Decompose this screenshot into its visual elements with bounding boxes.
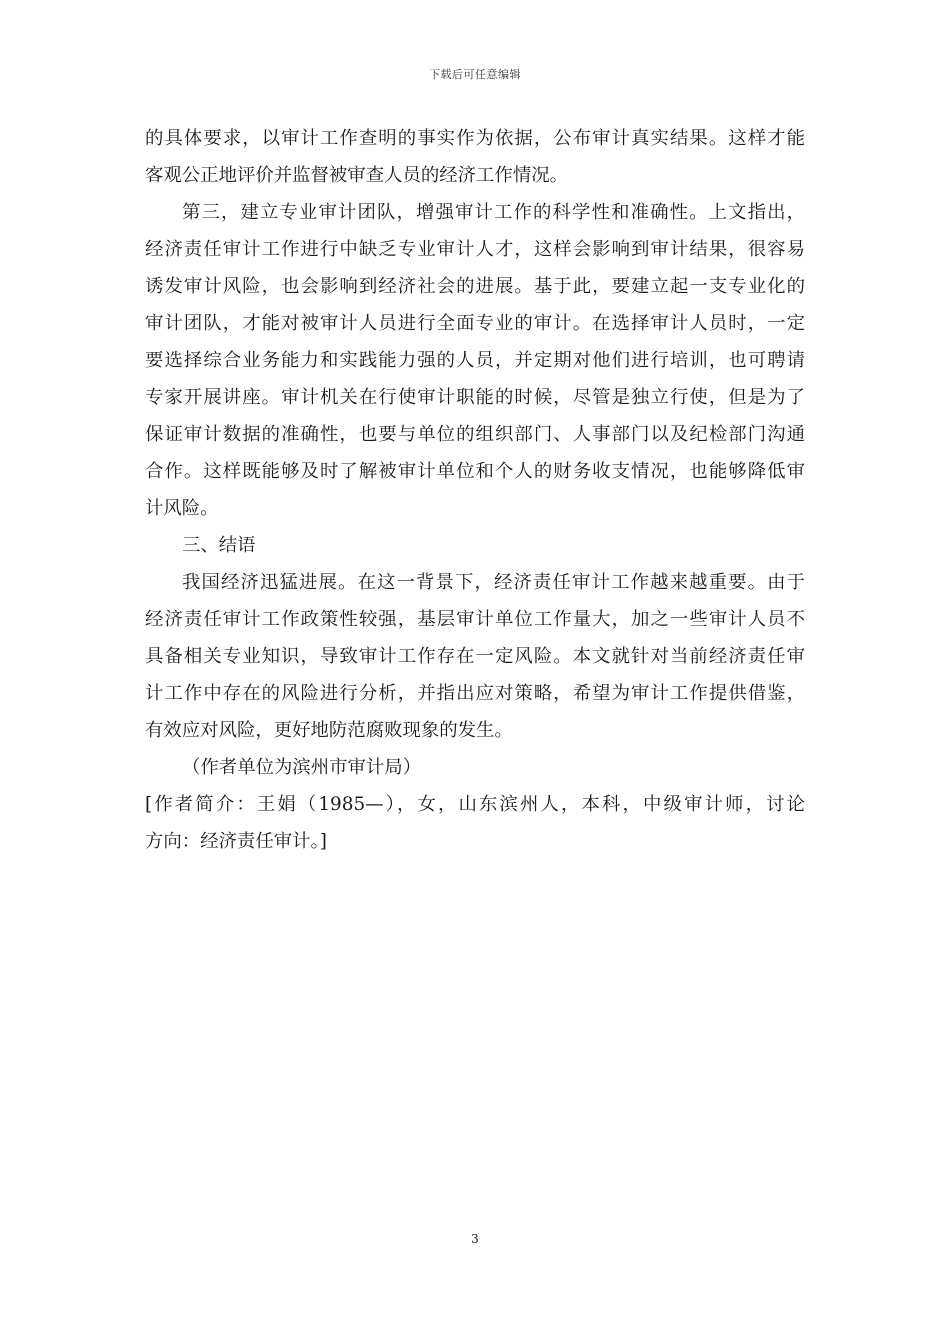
body-line-13: 我国经济迅猛进展。在这一背景下，经济责任审计工作越来越重要。由于 <box>182 572 805 593</box>
body-line-7: 要选择综合业务能力和实践能力强的人员，并定期对他们进行培训，也可聘请 <box>145 350 805 371</box>
body-line-15: 具备相关专业知识，导致审计工作存在一定风险。本文就针对当前经济责任审 <box>145 646 805 667</box>
body-line-8: 专家开展讲座。审计机关在行使审计职能的时候，尽管是独立行使，但是为了 <box>145 387 805 408</box>
body-line-11: 计风险。 <box>145 498 219 519</box>
body-line-9: 保证审计数据的准确性，也要与单位的组织部门、人事部门以及纪检部门沟通 <box>145 424 805 445</box>
body-line-4: 经济责任审计工作进行中缺乏专业审计人才，这样会影响到审计结果，很容易 <box>145 239 805 260</box>
body-line-10: 合作。这样既能够及时了解被审计单位和个人的财务收支情况，也能够降低审 <box>145 461 805 482</box>
section-heading-conclusion: 三、结语 <box>182 535 256 556</box>
body-line-2: 客观公正地评价并监督被审查人员的经济工作情况。 <box>145 165 568 186</box>
body-line-3: 第三，建立专业审计团队，增强审计工作的科学性和准确性。上文指出， <box>182 202 805 223</box>
author-affiliation: （作者单位为滨州市审计局） <box>182 757 422 778</box>
page-number: 3 <box>471 1232 479 1246</box>
document-body <box>145 120 805 860</box>
page-header-note: 下载后可任意编辑 <box>429 68 521 81</box>
author-bio-line-1: [作者简介：王娟（1985—），女，山东滨州人，本科，中级审计师，讨论 <box>145 794 805 815</box>
body-line-17: 有效应对风险，更好地防范腐败现象的发生。 <box>145 720 513 741</box>
body-line-5: 诱发审计风险，也会影响到经济社会的进展。基于此，要建立起一支专业化的 <box>145 276 805 297</box>
body-line-6: 审计团队，才能对被审计人员进行全面专业的审计。在选择审计人员时，一定 <box>145 313 805 334</box>
body-line-1: 的具体要求，以审计工作查明的事实作为依据，公布审计真实结果。这样才能 <box>145 128 805 149</box>
body-line-16: 计工作中存在的风险进行分析，并指出应对策略，希望为审计工作提供借鉴， <box>145 683 805 704</box>
body-line-14: 经济责任审计工作政策性较强，基层审计单位工作量大，加之一些审计人员不 <box>145 609 805 630</box>
author-bio-line-2: 方向：经济责任审计。] <box>145 831 327 852</box>
